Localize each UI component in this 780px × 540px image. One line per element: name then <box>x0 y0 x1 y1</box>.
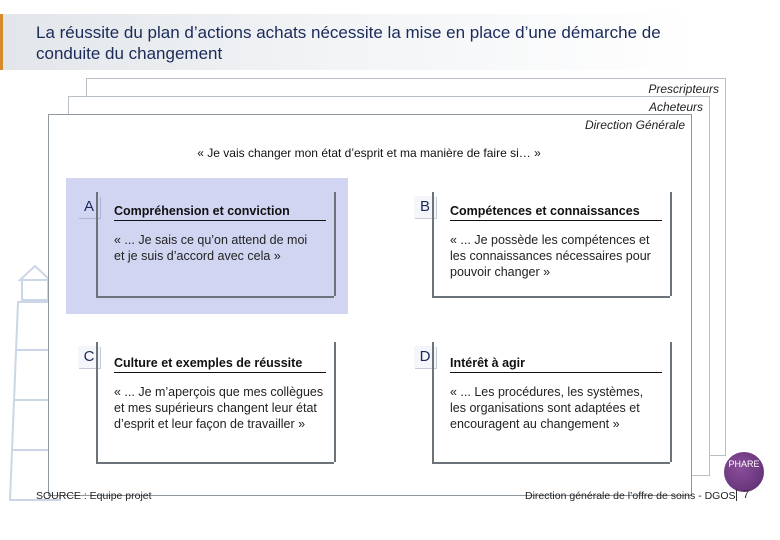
quadrant-a-text: « ... Je sais ce qu’on attend de moi et je suis d’accord avec cela » <box>114 233 308 263</box>
title-accent-bar <box>0 14 3 70</box>
layer-label-acheteurs: Acheteurs <box>648 100 703 114</box>
source-note: SOURCE : Equipe projet <box>36 490 152 502</box>
quadrant-a-letter: A <box>78 196 100 218</box>
slide-title: La réussite du plan d’actions achats nécessite la mise en place d’une démarche de conduite du changement <box>36 23 661 63</box>
stage-quote: « Je vais changer mon état d’esprit et ma manière de faire si… » <box>197 146 541 160</box>
quadrant-c-letter: C <box>78 346 100 368</box>
quadrant-d-text: « ... Les procédures, les systèmes, les organisations sont adaptées et encouragent au changement » <box>450 385 644 431</box>
quadrant-c-text: « ... Je m’aperçois que mes collègues et mes supérieurs changent leur état d’esprit et leur façon de travailler » <box>114 385 324 431</box>
page-number: 7 <box>736 489 749 501</box>
quadrant-b-text: « ... Je possède les compétences et les connaissances nécessaires pour pouvoir changer » <box>450 233 651 279</box>
quadrant-b-letter: B <box>414 196 436 218</box>
quadrant-d-letter: D <box>414 346 436 368</box>
quadrant-b-heading: Compétences et connaissances <box>450 204 662 221</box>
phare-logo-text: PHARE <box>728 459 760 469</box>
layer-label-prescripteurs: Prescripteurs <box>648 82 719 96</box>
quadrant-d-heading: Intérêt à agir <box>450 356 662 373</box>
footer-organization: Direction générale de l’offre de soins - DGOS <box>525 490 736 502</box>
layer-label-direction-generale: Direction Générale <box>584 118 685 132</box>
quadrant-c-heading: Culture et exemples de réussite <box>114 356 326 373</box>
phare-logo <box>724 452 764 492</box>
quadrant-a-heading: Compréhension et conviction <box>114 204 326 221</box>
